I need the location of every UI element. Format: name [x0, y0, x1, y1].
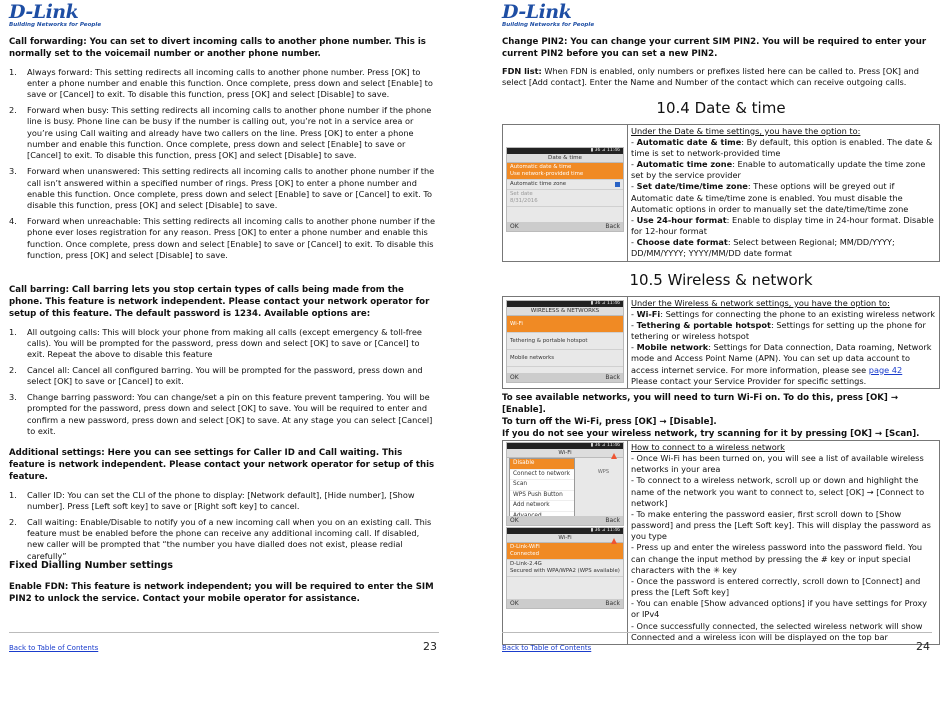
phone-wifi-connected: [506, 527, 624, 609]
option-text: : These options will be greyed out if Automatic date & time/time zone is enabled. You must disable the Automatic options in order to manually set the date/time/time zone: [631, 181, 909, 214]
phone-row-network: D-Link-2.4G Secured with WPA/WPA2 (WPS available): [507, 560, 623, 577]
option-text: : Select between Regional; MM/DD/YYYY; DD/MM/YYYY; YYYY/MM/DD date format: [631, 237, 895, 259]
list-number: 2.: [9, 365, 17, 376]
list-number: 2.: [9, 516, 17, 527]
phone-wireless: [506, 300, 624, 383]
call-barring-intro: Call barring: Call barring lets you stop certain types of calls being made from the phone. This feature is network independent. Please contact your network operator for setup of this feature. The default password is 1234. Available options are:: [9, 285, 430, 319]
list-item: [9, 490, 437, 513]
date-time-lead: Under the Date & time settings, you have the option to:: [631, 125, 861, 136]
phone-row-timezone: Automatic time zone: [507, 180, 623, 190]
wireless-title: 10.5 Wireless & network: [629, 271, 813, 289]
list-number: 1.: [9, 326, 17, 337]
date-time-section: [502, 98, 940, 262]
page-number: 24: [916, 640, 930, 653]
list-number: 1.: [9, 66, 17, 77]
howto-step: - To connect to a wireless network, scroll up or down and highlight the name of the network you want to connect to, select [OK] → [Connect to network]: [631, 475, 925, 508]
fdn-list-label: FDN list:: [502, 65, 542, 76]
wireless-closing: Please contact your Service Provider for specific settings.: [631, 375, 867, 386]
arrow-icon: [611, 538, 617, 544]
call-forwarding-intro: Call forwarding: You can set to divert incoming calls to another phone number. This is normally set to the voicemail number or another phone number.: [9, 37, 426, 59]
wireless-screenshot: [503, 296, 628, 388]
option-item: - Use 24-hour format: Enable to display time in 24-hour format. Disable for 12-hour format: [631, 214, 934, 237]
phone-statusbar: ▮ 36 ⊿ 11:46: [507, 528, 623, 534]
howto-lead: How to connect to a wireless network: [631, 442, 785, 452]
date-time-items: [631, 137, 936, 260]
list-item: [9, 327, 437, 361]
wifi-options-menu: [509, 458, 575, 524]
checkbox-icon: [615, 182, 620, 187]
option-item: - Set date/time/time zone: These options will be greyed out if Automatic date & time/time zone is enabled. You must disable the Automatic options in order to manually set the date/time/time zone: [631, 181, 909, 214]
phone-statusbar: ▮ 36 ⊿ 11:46: [507, 443, 623, 449]
phone-softkeys: OK Back: [507, 516, 623, 525]
wifi-menu-item: Add network: [510, 501, 574, 512]
howto-lines: [631, 453, 936, 643]
howto-step: - Once the password is entered correctly, scroll down to [Connect] and press the [Left Soft key]: [631, 575, 921, 598]
page-number: 23: [423, 640, 437, 653]
option-text: : By default, this option is enabled. The date & time is set to network-provided time: [631, 136, 933, 158]
wireless-table: [502, 296, 940, 389]
list-text: Always forward: This setting redirects all incoming calls to another phone number. Press [OK] to enter a phone number and enable this function. Once complete, press down and select [Enable] to save or [Cancel] to exit. To disable this function, press [OK] and select [Disable] to save.: [27, 66, 433, 100]
phone-title: Date & time: [507, 154, 623, 163]
phone-softkeys: OK Back: [507, 599, 623, 608]
list-item: [9, 67, 437, 101]
logo-wordmark: D-Link: [502, 1, 572, 23]
list-text: Call waiting: Enable/Disable to notify you of a new incoming call when you on an existing call. This feature must be enabled before the phone can receive any additional incoming call. If disabled, new caller will be prompted that “the number you have dialled does not exist, please redial carefully”: [27, 516, 432, 561]
call-barring-section: [9, 285, 437, 442]
wifi-instr-off: To turn off the Wi-Fi, press [OK] → [Disable].: [502, 416, 717, 427]
back-to-toc-link[interactable]: Back to Table of Contents: [502, 644, 592, 652]
option-item: - Automatic time zone: Enable to automatically update the time zone set by the service provider: [631, 159, 926, 181]
footer: [9, 632, 439, 653]
list-text: All outgoing calls: This will block your phone from making all calls (except emergency & toll-free calls). You will be prompted for the password, press down and select [OK] to save or [Cancel] to exit. Repeat the above to disable this feature: [27, 326, 422, 360]
howto-step: - To make entering the password easier, first scroll down to [Show password] and press the [Left Soft key]. This will display the password as you type: [631, 508, 931, 542]
list-text: Cancel all: Cancel all configured barring. You will be prompted for the password, press down and select [OK] to save or [Cancel] to exit.: [27, 365, 423, 387]
option-item: - Tethering & portable hotspot: Settings for setting up the phone for tethering or wireless hotspot: [631, 320, 926, 342]
list-item: [9, 365, 437, 388]
howto-step: - Press up and enter the wireless password into the password field. You can change the input method by pressing the # key or input special characters with the ✳ key: [631, 542, 923, 575]
fdn-list-text: FDN list: When FDN is enabled, only numbers or prefixes listed here can be called to. Press [OK] and select [Add contact]. Enter the Name and Number of the contact which can receive outgoing calls.: [502, 65, 919, 88]
phone-softkeys: OK Back: [507, 373, 623, 382]
list-text: Caller ID: You can set the CLI of the phone to display: [Network default], [Hide number], [Show number]. Press [Left soft key] to save or [Right soft key] to cancel.: [27, 489, 415, 511]
wifi-menu-item: Scan: [510, 480, 574, 491]
additional-settings-intro: Additional settings: Here you can see settings for Caller ID and Call waiting. This feature is network independent. Please contact your network operator for setup of this feature.: [9, 448, 435, 482]
howto-table: [502, 440, 940, 645]
list-number: 3.: [9, 166, 17, 177]
option-item: - Mobile network: Settings for Data connection, Data roaming, Network mode and Access Point Name (APN). You can set up data account to access internet service. For more information, please see page 42: [631, 342, 932, 375]
option-item: - Automatic date & time: By default, this option is enabled. The date & time is set to network-provided time: [631, 136, 933, 158]
option-label: Automatic date & time: [636, 136, 742, 147]
option-label: Mobile network: [636, 342, 709, 353]
call-barring-list: [9, 327, 437, 438]
option-label: Wi-Fi: [636, 308, 661, 319]
fdn-heading: Fixed Dialling Number settings: [9, 560, 173, 571]
phone-title: Wi-Fi: [507, 449, 623, 458]
phone-row-wifi: Wi-Fi: [507, 316, 623, 333]
wifi-instr-scan: If you do not see your wireless network, try scanning for it by pressing [OK] → [Scan].: [502, 428, 920, 439]
list-number: 1.: [9, 489, 17, 500]
list-item: [9, 517, 437, 562]
option-item: - Wi-Fi: Settings for connecting the phone to an existing wireless network: [631, 308, 936, 319]
howto-section: [502, 440, 940, 645]
phone-title: WIRELESS & NETWORKS: [507, 307, 623, 316]
call-forwarding-list: [9, 67, 437, 262]
logo-tagline: Building Networks for People: [502, 22, 595, 28]
wireless-section: [502, 270, 940, 389]
phone-statusbar: ▮ 36 ⊿ 11:46: [507, 148, 623, 154]
option-text: : Settings for connecting the phone to an existing wireless network: [660, 308, 936, 319]
list-number: 3.: [9, 392, 17, 403]
option-text: : Enable to display time in 24-hour format. Disable for 12-hour format: [631, 214, 934, 237]
phone-row-connected: D-Link-WiFi Connected: [507, 543, 623, 560]
list-text: Forward when busy: This setting redirects all incoming calls to another phone number if the phone line is busy. Phone line can be busy if the number is calling out, you’re not in a service area or you’re using Call waiting and already have two callers on the line. Press [OK] to enter a phone number and enable this function. Once complete, press down and select [Enable] to save or [Cancel] to exit. To disable this function, press [OK] and select [Disable] to save.: [27, 105, 432, 161]
wireless-items: [631, 309, 936, 376]
wifi-menu-item: WPS Push Button: [510, 491, 574, 502]
wireless-lead: Under the Wireless & network settings, you have the option to:: [631, 297, 890, 308]
list-text: Forward when unanswered: This setting redirects all incoming calls to another phone number if the call isn’t answered within a specified number of rings. Press [OK] to enter a phone number and enable this function. Once complete, press down and select [Enable] to save or [Cancel] to exit. To disable this function, press [OK] and select [Disable] to save.: [27, 166, 435, 211]
list-item: [9, 166, 437, 211]
back-to-toc-link[interactable]: Back to Table of Contents: [9, 644, 99, 652]
howto-screenshots: [503, 441, 628, 645]
phone-row-set-date: Set date 8/31/2016: [507, 190, 623, 207]
option-text: : Settings for Data connection, Data roaming, Network mode and Access Point Name (APN). You can set up data account to access internet service. For more information, please see: [631, 342, 932, 375]
list-item: [9, 216, 437, 261]
wifi-menu-item: Connect to network: [510, 470, 574, 481]
date-time-screenshot: [503, 124, 628, 261]
additional-settings-section: [9, 448, 437, 566]
phone-statusbar: ▮ 36 ⊿ 11:46: [507, 301, 623, 307]
list-item: [9, 105, 437, 162]
page-24: [475, 0, 950, 725]
phone-softkeys: OK Back: [507, 222, 623, 231]
date-time-title: 10.4 Date & time: [656, 99, 786, 117]
phone-wifi-menu: ▮ 36 ⊿ 11:46 Wi-Fi WPS Disable Connect to network Scan WPS Push Button Add network OK Back: [506, 442, 624, 526]
change-pin2-text: Change PIN2: You can change your current SIM PIN2. You will be required to enter your current PIN2 before you can set a new PIN2.: [502, 37, 927, 59]
phone-row-mobile: Mobile networks: [507, 350, 623, 367]
phone-date-time: [506, 147, 624, 232]
option-label: Use 24-hour format: [636, 214, 727, 225]
pin2-fdn-section: [502, 37, 940, 88]
wifi-instr-on: To see available networks, you will need to turn Wi-Fi on. To do this, press [OK] → [Enable].: [502, 393, 899, 415]
date-time-description: [628, 124, 940, 261]
list-item: [9, 392, 437, 437]
list-number: 2.: [9, 105, 17, 116]
page-42-link[interactable]: page 42: [868, 364, 903, 375]
call-forwarding-section: [9, 37, 437, 266]
howto-step: - Once successfully connected, the selected wireless network will show Connected and a wireless icon will be displayed on the top bar: [631, 620, 923, 642]
phone-row-tethering: Tethering & portable hotspot: [507, 333, 623, 350]
wifi-instructions: [502, 393, 940, 440]
list-text: Forward when unreachable: This setting redirects all incoming calls to another phone number if the phone ever loses registration for any reason. Press [OK] to enter a phone number and enable this function. Once complete, press down and select [Enable] to save or [Cancel] to exit. To disable this function, press [OK] and select [Disable] to save.: [27, 215, 435, 260]
footer: [502, 632, 932, 653]
option-label: Set date/time/time zone: [636, 181, 748, 192]
logo-tagline: Building Networks for People: [9, 22, 102, 28]
option-text: : Settings for setting up the phone for tethering or wireless hotspot: [631, 320, 926, 342]
enable-fdn-text: Enable FDN: This feature is network independent; you will be required to enter the SIM PIN2 to unlock the service. Contact your mobile operator for assistance.: [9, 581, 434, 604]
list-text: Change barring password: You can change/set a pin on this feature prevent tampering. You will be prompted for the password, press down and select [OK] to save. You will be required to enter and confirm a new password, press down and select [OK] to save. At any stage you can select [Cancel] to exit.: [27, 392, 433, 437]
wifi-menu-item: Disable: [510, 459, 574, 470]
date-time-table: [502, 124, 940, 262]
option-label: Choose date format: [636, 237, 728, 248]
dlink-logo: [9, 3, 109, 29]
fdn-section: [9, 560, 437, 606]
howto-step: - Once Wi-Fi has been turned on, you will see a list of available wireless networks in your area: [631, 453, 924, 475]
option-text: : Enable to automatically update the time zone set by the service provider: [631, 159, 926, 181]
howto-description: [628, 441, 940, 645]
arrow-icon: [611, 453, 617, 459]
wireless-description: [628, 296, 940, 388]
dlink-logo: [502, 3, 602, 29]
option-label: Tethering & portable hotspot: [636, 320, 771, 330]
additional-settings-list: [9, 490, 437, 562]
option-item: - Choose date format: Select between Regional; MM/DD/YYYY; DD/MM/YYYY; YYYY/MM/DD date format: [631, 237, 895, 259]
phone-row-automatic-date: Automatic date & time Use network-provided time: [507, 163, 623, 180]
phone-title: Wi-Fi: [507, 534, 623, 543]
howto-step: - You can enable [Show advanced options] if you have settings for Proxy or IPv4: [631, 598, 928, 620]
logo-wordmark: D-Link: [9, 1, 79, 23]
list-number: 4.: [9, 215, 17, 226]
option-label: Automatic time zone: [636, 159, 733, 170]
